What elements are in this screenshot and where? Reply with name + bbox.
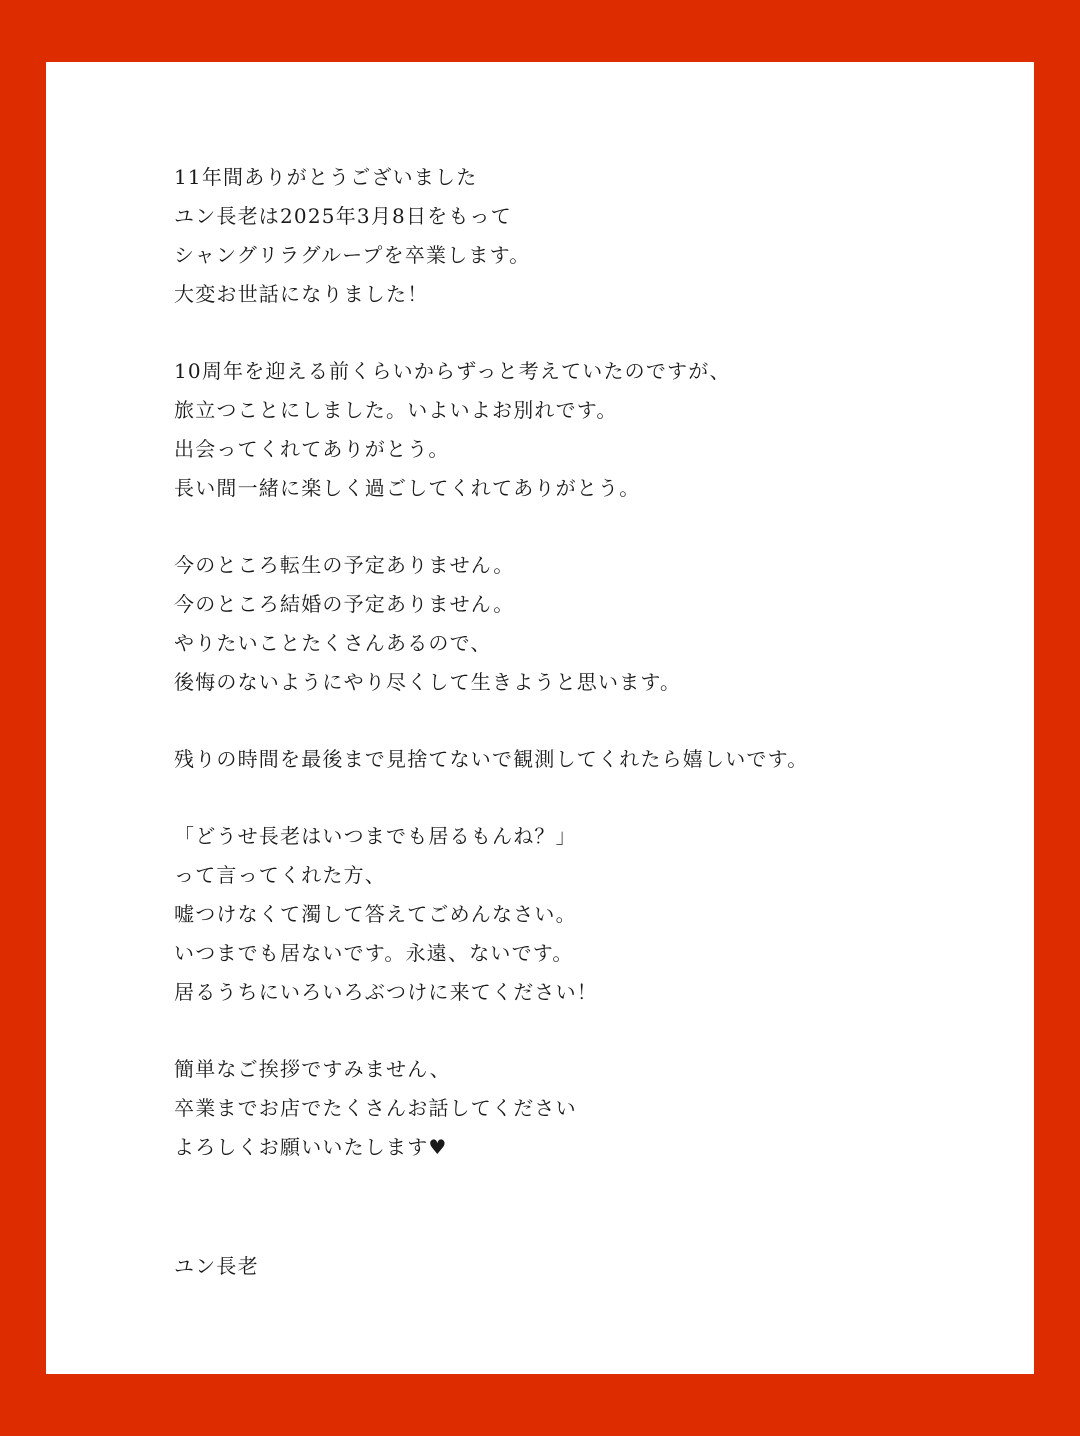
letter-line: 長い間一緒に楽しく過ごしてくれてありがとう。	[174, 476, 641, 500]
letter-line: 今のところ転生の予定ありません。	[174, 553, 515, 577]
letter-line: 11年間ありがとうございました	[174, 165, 478, 189]
letter-line: 後悔のないようにやり尽くして生きようと思います。	[174, 670, 682, 694]
letter-line: 今のところ結婚の予定ありません。	[174, 592, 515, 616]
letter-line: ユン長老は2025年3月8日をもって	[174, 204, 512, 228]
letter-line: 卒業までお店でたくさんお話してください	[174, 1096, 577, 1120]
letter-line: やりたいことたくさんあるので、	[174, 631, 492, 655]
letter-line: よろしくお願いいたします♥	[174, 1135, 448, 1159]
paragraph-thanks	[174, 158, 994, 314]
letter-line: 10周年を迎える前くらいからずっと考えていたのですが、	[174, 359, 731, 383]
paragraph-plans	[174, 546, 994, 702]
letter-line: 嘘つけなくて濁して答えてごめんなさい。	[174, 902, 577, 926]
letter-line: いつまでも居ないです。永遠、ないです。	[174, 941, 574, 965]
letter-line: 残りの時間を最後まで見捨てないで観測してくれたら嬉しいです。	[174, 747, 809, 771]
letter-body	[174, 158, 994, 1286]
letter-line: 出会ってくれてありがとう。	[174, 437, 450, 461]
letter-line: 「どうせ長老はいつまでも居るもんね？」	[174, 824, 577, 848]
paragraph-apology	[174, 817, 994, 1012]
paragraph-request	[174, 740, 994, 779]
letter-line: 旅立つことにしました。いよいよお別れです。	[174, 398, 618, 422]
letter-line: って言ってくれた方、	[174, 863, 386, 887]
letter-line: 簡単なご挨拶ですみません、	[174, 1057, 451, 1081]
letter-line: 大変お世話になりました！	[174, 282, 429, 306]
paragraph-closing	[174, 1050, 994, 1167]
signature: ユン長老	[174, 1254, 259, 1278]
paragraph-departure	[174, 352, 994, 508]
letter-paper	[46, 62, 1034, 1374]
letter-line: 居るうちにいろいろぶつけに来てください！	[174, 980, 598, 1004]
letter-line: シャングリラグループを卒業します。	[174, 243, 531, 267]
